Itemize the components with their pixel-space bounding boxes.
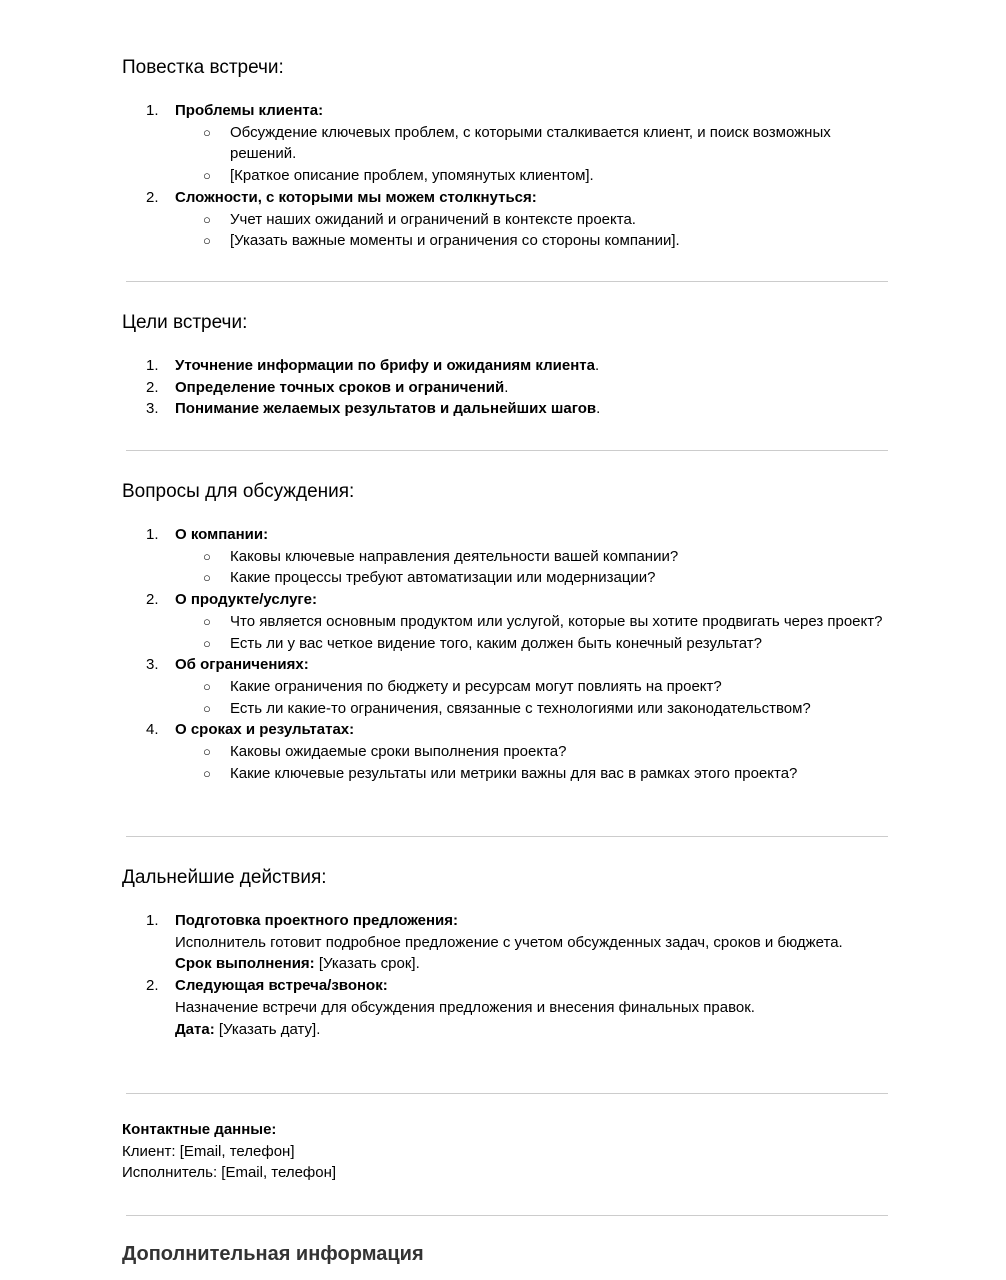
- next-steps-list: [122, 910, 892, 1040]
- next-step-date: [175, 1019, 892, 1041]
- question-text: Какие ключевые результаты или метрики важны для вас в рамках этого проекта?: [230, 764, 798, 782]
- next-step-title: Следующая встреча/звонок:: [175, 977, 388, 995]
- question-sub-list: [175, 611, 892, 654]
- sub-item-text: [Указать важные моменты и ограничения со стороны компании].: [230, 232, 680, 250]
- list-number: 2.: [146, 977, 159, 995]
- list-number: 2.: [146, 378, 159, 396]
- goal-tail: .: [594, 357, 600, 374]
- list-item: [175, 567, 892, 589]
- agenda-item-2: [122, 187, 892, 252]
- list-number: 3.: [146, 656, 159, 674]
- divider: [126, 281, 888, 282]
- date-value: [Указать дату].: [214, 1020, 321, 1038]
- list-number: 2.: [146, 188, 159, 206]
- list-number: 4.: [146, 721, 159, 739]
- deadline-label: Срок выполнения:: [175, 955, 315, 973]
- date-label: Дата:: [175, 1020, 215, 1038]
- next-step-2: [122, 975, 892, 1040]
- question-sub-list: [175, 741, 892, 784]
- deadline-value: [Указать срок].: [314, 955, 420, 973]
- list-item: [175, 611, 892, 633]
- agenda-item-title: Проблемы клиента:: [175, 102, 324, 119]
- goal-tail: .: [596, 400, 601, 418]
- question-group-1: [122, 524, 892, 589]
- circle-bullet-icon: ○: [203, 765, 211, 781]
- sub-item-text: Учет наших ожиданий и ограничений в контексте проекта.: [230, 210, 636, 228]
- goals-list: [122, 355, 892, 420]
- circle-bullet-icon: ○: [203, 211, 211, 227]
- divider: [126, 836, 888, 837]
- question-group-4: [122, 719, 892, 784]
- question-text: Что является основным продуктом или услугой, которые вы хотите продвигать через проект?: [230, 612, 883, 630]
- contact-executor: Исполнитель: [Email, телефон]: [122, 1164, 337, 1182]
- goal-title: Понимание желаемых результатов и дальнейших шагов: [175, 400, 597, 418]
- circle-bullet-icon: ○: [203, 678, 211, 694]
- additional-heading: Дополнительная информация: [122, 1243, 424, 1265]
- list-item: [175, 230, 892, 252]
- list-number: 2.: [146, 591, 159, 609]
- question-text: Каковы ожидаемые сроки выполнения проекта?: [230, 743, 567, 761]
- question-group-title: О компании:: [175, 526, 269, 543]
- next-steps-section: [122, 866, 892, 1040]
- next-step-text: Назначение встречи для обсуждения предложения и внесения финальных правок.: [175, 998, 755, 1016]
- list-item: [175, 546, 892, 568]
- list-item: [175, 763, 892, 785]
- sub-item-text: Обсуждение ключевых проблем, с которыми сталкивается клиент, и поиск возможных решений.: [230, 123, 831, 163]
- agenda-item-1: [122, 100, 892, 187]
- question-group-title: О сроках и результатах:: [175, 721, 355, 739]
- goal-title: Уточнение информации по брифу и ожиданиям клиента: [175, 357, 595, 374]
- questions-list: [122, 524, 892, 784]
- question-text: Есть ли какие-то ограничения, связанные с технологиями или законодательством?: [230, 699, 811, 717]
- goals-heading: Цели встречи:: [122, 312, 248, 333]
- next-step-deadline: [175, 953, 892, 975]
- list-number: 3.: [146, 400, 159, 418]
- question-group-2: [122, 589, 892, 654]
- next-step-title: Подготовка проектного предложения:: [175, 912, 459, 929]
- contacts-heading: Контактные данные:: [122, 1121, 277, 1138]
- goal-tail: .: [504, 378, 509, 396]
- list-item: [175, 633, 892, 655]
- agenda-sub-list: [175, 122, 892, 187]
- additional-section: [122, 1242, 892, 1266]
- list-item: [175, 209, 892, 231]
- agenda-item-title: Сложности, с которыми мы можем столкнуться:: [175, 188, 537, 206]
- question-sub-list: [175, 676, 892, 719]
- contact-client: Клиент: [Email, телефон]: [122, 1142, 295, 1160]
- question-sub-list: [175, 546, 892, 589]
- question-group-3: [122, 654, 892, 719]
- list-item: [175, 741, 892, 763]
- list-number: 1.: [146, 357, 159, 374]
- next-step-1: [122, 910, 892, 975]
- contacts-section: [122, 1119, 892, 1184]
- question-text: Есть ли у вас четкое видение того, каким должен быть конечный результат?: [230, 634, 762, 652]
- agenda-list: [122, 100, 892, 252]
- question-text: Какие процессы требуют автоматизации или модернизации?: [230, 569, 656, 587]
- question-text: Каковы ключевые направления деятельности вашей компании?: [230, 547, 679, 565]
- list-number: 1.: [146, 102, 159, 119]
- goal-item-2: [122, 377, 892, 399]
- list-item: [175, 122, 892, 165]
- circle-bullet-icon: ○: [203, 700, 211, 716]
- circle-bullet-icon: ○: [203, 613, 211, 629]
- divider: [126, 450, 888, 451]
- agenda-section: [122, 56, 892, 252]
- questions-section: [122, 480, 892, 784]
- list-item: [175, 165, 892, 187]
- list-item: [175, 698, 892, 720]
- goals-section: [122, 311, 892, 420]
- list-number: 1.: [146, 526, 159, 543]
- circle-bullet-icon: ○: [203, 635, 211, 651]
- agenda-heading: Повестка встречи:: [122, 57, 284, 78]
- circle-bullet-icon: ○: [203, 548, 211, 564]
- list-item: [175, 676, 892, 698]
- circle-bullet-icon: ○: [203, 744, 211, 760]
- question-group-title: Об ограничениях:: [175, 656, 309, 674]
- circle-bullet-icon: ○: [203, 570, 211, 586]
- circle-bullet-icon: ○: [203, 168, 211, 184]
- circle-bullet-icon: ○: [203, 233, 211, 249]
- question-group-title: О продукте/услуге:: [175, 591, 318, 609]
- divider: [126, 1215, 888, 1216]
- questions-heading: Вопросы для обсуждения:: [122, 481, 355, 502]
- goal-item-3: [122, 398, 892, 420]
- goal-title: Определение точных сроков и ограничений: [175, 378, 505, 396]
- next-steps-heading: Дальнейшие действия:: [122, 867, 327, 888]
- question-text: Какие ограничения по бюджету и ресурсам могут повлиять на проект?: [230, 677, 722, 695]
- agenda-sub-list: [175, 209, 892, 252]
- divider: [126, 1093, 888, 1094]
- goal-item-1: [122, 355, 892, 377]
- list-number: 1.: [146, 912, 159, 929]
- next-step-text: Исполнитель готовит подробное предложение с учетом обсужденных задач, сроков и бюджета.: [175, 933, 843, 951]
- circle-bullet-icon: ○: [203, 124, 211, 140]
- sub-item-text: [Краткое описание проблем, упомянутых клиентом].: [230, 167, 594, 185]
